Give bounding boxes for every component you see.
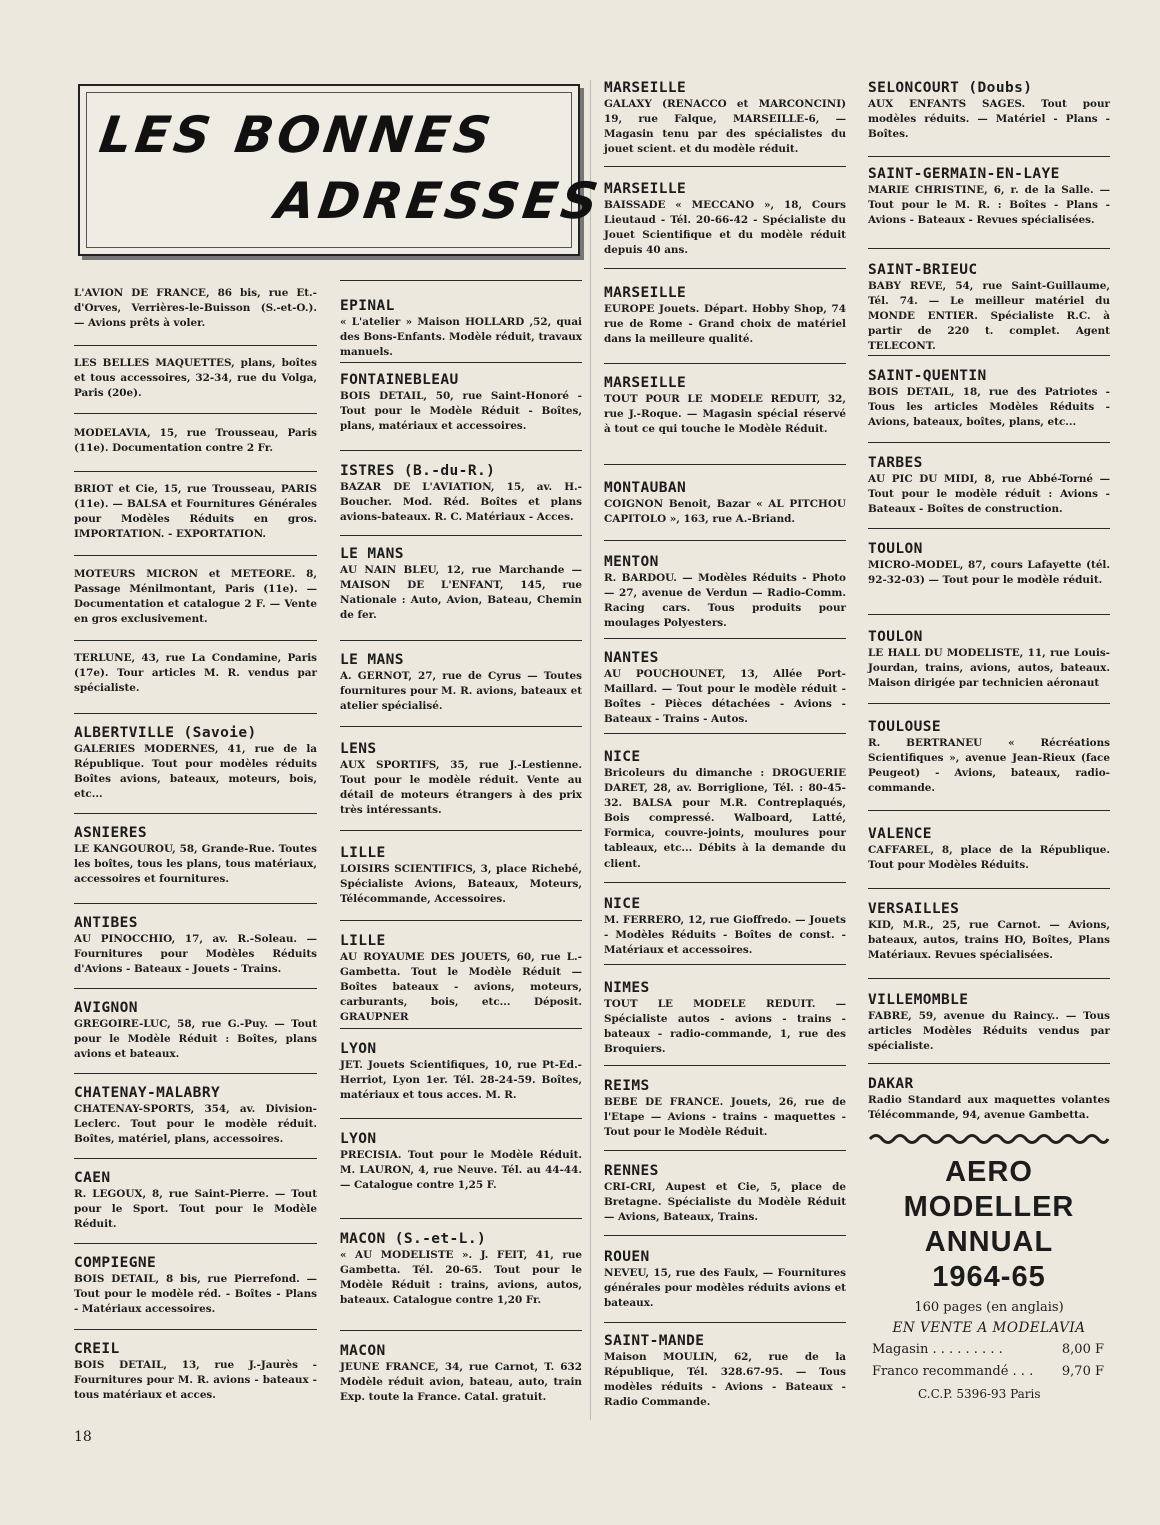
divider-rule [340,1028,582,1029]
divider-rule [340,1118,582,1119]
city-heading: LILLE [340,845,386,861]
address-entry [868,368,1110,430]
city-heading: CAEN [74,1170,111,1186]
address-entry [604,181,846,258]
city-heading: COMPIEGNE [74,1255,157,1271]
address-text: MOTEURS MICRON et METEORE. 8, Passage Ménilmontant, Paris (11e). — Documentation et catalogue 2 F. — Vente en gros exclusivement. [74,568,317,626]
address-entry [868,901,1110,963]
address-text: AU ROYAUME DES JOUETS, 60, rue L.-Gambetta. Tout le Modèle Réduit — Boîtes bateaux - avions, moteurs, carburants, bois, etc... Déposit. GRAUPNER [340,951,582,1024]
divider-rule [74,903,317,904]
address-entry [340,1231,582,1308]
address-text: LE HALL DU MODELISTE, 11, rue Louis-Jourdan, trains, avions, autos, bateaux. Maison dirigée par technicien aéronaut [868,647,1110,690]
city-heading: MARSEILLE [604,181,687,197]
ad-price-label: Magasin . . . . . . . . . [872,1342,1003,1357]
city-heading: MARSEILLE [604,80,687,96]
divider-rule [340,450,582,451]
address-text: JEUNE FRANCE, 34, rue Carnot, T. 632 Modèle réduit avion, bateau, auto, train Exp. toute la France. Catal. gratuit. [340,1361,582,1404]
address-text: LES BELLES MAQUETTES, plans, boîtes et tous accessoires, 32-34, rue du Volga, Paris (20e). [74,357,317,400]
city-heading: LYON [340,1041,377,1057]
city-heading: VALENCE [868,826,932,842]
address-text: AU PINOCCHIO, 17, av. R.-Soleau. — Fournitures pour Modèles Réduits d'Avions - Bateaux - Jouets - Trains. [74,933,317,976]
divider-rule [74,413,317,414]
address-text: MARIE CHRISTINE, 6, r. de la Salle. — Tout pour le M. R. : Boîtes - Plans - Avions - Bateaux - Revues spécialisées. [868,184,1110,227]
address-text: BAISSADE « MECCANO », 18, Cours Lieutaud - Tél. 20-66-42 - Spécialiste du Jouet Scientifique et du modèle réduit depuis 40 ans. [604,199,846,257]
ad-title-line: 1964-65 [932,1261,1046,1293]
address-text: EUROPE Jouets. Départ. Hobby Shop, 74 rue de Rome - Grand choix de matériel dans la meilleure qualité. [604,303,846,346]
address-text: AUX SPORTIFS, 35, rue J.-Lestienne. Tout pour le modèle réduit. Vente au détail de moteurs étrangers à des prix très intéressants. [340,759,582,817]
address-entry [868,80,1110,142]
city-heading: LE MANS [340,652,404,668]
divider-rule [74,1243,317,1244]
ad-price-value: 8,00 F [1061,1342,1104,1357]
city-heading: TOULOUSE [868,719,942,735]
title-box [78,84,606,256]
address-entry [340,741,582,818]
address-text: « AU MODELISTE ». J. FEIT, 41, rue Gambetta. Tél. 20-65. Tout pour le Modèle Réduit : trains, avions, autos, bateaux. Catalogue contre 1,20 Fr. [340,1249,582,1307]
divider-rule [340,280,582,281]
address-entry [604,1249,846,1311]
divider-rule [74,345,317,346]
address-entry [340,298,582,360]
address-entry [340,1041,582,1103]
city-heading: LE MANS [340,546,404,562]
address-entry [604,1078,846,1140]
city-heading: ROUEN [604,1249,650,1265]
city-heading: SELONCOURT (Doubs) [868,80,1033,96]
address-text: MICRO-MODEL, 87, cours Lafayette (tél. 92-32-03) — Tout pour le modèle réduit. [868,559,1110,587]
address-entry [868,166,1110,228]
address-text: BAZAR DE L'AVIATION, 15, av. H.-Boucher. Mod. Réd. Boîtes et plans avions-bateaux. R. C. Matériaux - Acces. [340,481,582,524]
city-heading: VILLEMOMBLE [868,992,969,1008]
address-entry [604,480,846,527]
divider-rule [74,471,317,472]
city-heading: ANTIBES [74,915,138,931]
ad-price-value: 9,70 F [1061,1364,1104,1379]
address-text: Maison MOULIN, 62, rue de la République, Tél. 328.67-95. — Tous modèles réduits - Avions - Bateaux - Radio Commande. [604,1351,846,1409]
address-entry [868,992,1110,1054]
address-text: M. FERRERO, 12, rue Gioffredo. — Jouets - Modèles Réduits - Boîtes de const. - Matériaux et accessoires. [604,914,846,957]
divider-rule [868,355,1110,356]
address-entry [74,286,317,331]
city-heading: VERSAILLES [868,901,960,917]
address-text: KID, M.R., 25, rue Carnot. — Avions, bateaux, autos, trains HO, Boîtes, Plans Matériaux. Revues spécialisées. [868,919,1110,962]
address-entry [868,541,1110,588]
address-entry [868,455,1110,517]
divider-rule [340,726,582,727]
divider-rule [604,540,846,541]
address-text: AUX ENFANTS SAGES. Tout pour modèles réduits. — Matériel - Plans - Boîtes. [868,98,1110,141]
address-entry [340,845,582,907]
divider-rule [74,1329,317,1330]
divider-rule [340,535,582,536]
address-entry [74,1255,317,1317]
address-entry [604,749,846,872]
divider-rule [340,362,582,363]
address-text: A. GERNOT, 27, rue de Cyrus — Toutes fournitures pour M. R. avions, bateaux et atelier spécialisé. [340,670,582,713]
address-text: BOIS DETAIL, 18, rue des Patriotes - Tous les articles Modèles Réduits - Avions, bateaux, boîtes, plans, etc... [868,386,1110,429]
city-heading: NICE [604,749,641,765]
address-text: CHATENAY-SPORTS, 354, av. Division-Leclerc. Tout pour le modèle réduit. Boîtes, matériel, plans, accessoires. [74,1103,317,1146]
divider-rule [604,882,846,883]
address-text: BOIS DETAIL, 50, rue Saint-Honoré - Tout pour le Modèle Réduit - Boîtes, plans, matériaux et accessoires. [340,390,582,433]
address-text: MODELAVIA, 15, rue Trousseau, Paris (11e). Documentation contre 2 Fr. [74,427,317,455]
address-entry [604,1163,846,1225]
city-heading: MARSEILLE [604,375,687,391]
address-text: CRI-CRI, Aupest et Cie, 5, place de Bretagne. Spécialiste du Modèle Réduit — Avions, Bateaux, Trains. [604,1181,846,1224]
divider-rule [604,1065,846,1066]
divider-rule [868,703,1110,704]
address-entry [868,262,1110,354]
ad-price-row [868,1361,1110,1383]
address-entry [604,285,846,347]
city-heading: NICE [604,896,641,912]
address-text: FABRE, 59, avenue du Raincy.. — Tous articles Modèles Réduits vendus par spécialiste. [868,1010,1110,1053]
address-entry [74,651,317,696]
ad-pages: 160 pages (en anglais) [914,1300,1064,1315]
address-entry [74,482,317,542]
address-entry [340,546,582,623]
city-heading: MENTON [604,554,659,570]
divider-rule [868,528,1110,529]
address-text: BOIS DETAIL, 8 bis, rue Pierrefond. — Tout pour le modèle réd. - Boîtes - Plans - Matériaux accessoires. [74,1273,317,1316]
address-entry [74,567,317,627]
city-heading: TARBES [868,455,923,471]
address-text: BRIOT et Cie, 15, rue Trousseau, PARIS (11e). — BALSA et Fournitures Générales pour Modèles Réduits en gros. IMPORTATION. - EXPORTATION. [74,483,317,541]
address-entry [604,896,846,958]
wave-divider [868,1131,1110,1147]
address-text: R. BARDOU. — Modèles Réduits - Photo — 27, avenue de Verdun — Radio-Comm. Racing cars. Tous produits pour moulages Polyesters. [604,572,846,630]
address-entry [74,1000,317,1062]
address-text: NEVEU, 15, rue des Faulx, — Fournitures générales pour modèles réduits avions et bateaux. [604,1267,846,1310]
address-entry [74,825,317,887]
address-text: TERLUNE, 43, rue La Condamine, Paris (17e). Tour articles M. R. vendus par spécialiste. [74,652,317,695]
divider-rule [604,1322,846,1323]
city-heading: MONTAUBAN [604,480,687,496]
divider-rule [868,978,1110,979]
city-heading: AVIGNON [74,1000,138,1016]
divider-rule [604,464,846,465]
address-text: GREGOIRE-LUC, 58, rue G.-Puy. — Tout pour le Modèle Réduit : Boîtes, plans avions et bateaux. [74,1018,317,1061]
address-entry [604,650,846,727]
city-heading: NANTES [604,650,659,666]
divider-rule [604,964,846,965]
address-entry [604,80,846,157]
city-heading: TOULON [868,541,923,557]
city-heading: MACON (S.-et-L.) [340,1231,487,1247]
city-heading: SAINT-BRIEUC [868,262,978,278]
ad-title-line: ANNUAL [924,1226,1054,1258]
address-text: BABY REVE, 54, rue Saint-Guillaume, Tél. 74. — Le meilleur matériel du MONDE ENTIER. Spécialiste R.C. à partir de 220 t. complet. Agent TELECONT. [868,280,1110,353]
city-heading: ALBERTVILLE (Savoie) [74,725,257,741]
city-heading: LENS [340,741,377,757]
address-entry [340,372,582,434]
address-entry [74,1341,317,1403]
address-text: R. LEGOUX, 8, rue Saint-Pierre. — Tout pour le Sport. Tout pour le Modèle Réduit. [74,1188,317,1231]
city-heading: CHATENAY-MALABRY [74,1085,221,1101]
address-entry [74,1170,317,1232]
address-text: L'AVION DE FRANCE, 86 bis, rue Et.-d'Orves, Verrières-le-Buisson (S.-et-O.). — Avions prêts à voler. [74,287,317,330]
address-text: TOUT POUR LE MODELE REDUIT, 32, rue J.-Roque. — Magasin spécial réservé à tout ce qui touche le Modèle Réduit. [604,393,846,436]
address-entry [74,1085,317,1147]
divider-rule [74,813,317,814]
address-entry [340,1131,582,1193]
divider-rule [604,638,846,639]
address-text: CAFFAREL, 8, place de la République. Tout pour Modèles Réduits. [868,844,1110,872]
city-heading: DAKAR [868,1076,914,1092]
address-entry [604,375,846,437]
city-heading: MACON [340,1343,386,1359]
divider-rule [604,1235,846,1236]
address-entry [74,915,317,977]
address-text: PRECISIA. Tout pour le Modèle Réduit. M. LAURON, 4, rue Neuve. Tél. au 44-44. — Catalogue contre 1,25 F. [340,1149,582,1192]
city-heading: RENNES [604,1163,659,1179]
address-entry [868,719,1110,796]
city-heading: CREIL [74,1341,120,1357]
city-heading: REIMS [604,1078,650,1094]
divider-rule [868,614,1110,615]
address-text: AU PIC DU MIDI, 8, rue Abbé-Torné — Tout pour le modèle réduit : Avions - Bateaux - Boîtes de construction. [868,473,1110,516]
address-entry [74,725,317,802]
ad-title-line: MODELLER [903,1191,1075,1223]
ad-title-line: AERO [945,1156,1033,1188]
city-heading: SAINT-GERMAIN-EN-LAYE [868,166,1060,182]
address-text: « L'atelier » Maison HOLLARD ,52, quai des Bons-Enfants. Modèle réduit, travaux manuels. [340,316,582,359]
address-text: AU POUCHOUNET, 13, Allée Port-Maillard. — Tout pour le modèle réduit - Boîtes - Pièces détachées - Avions - Bateaux - Trains - Autos. [604,668,846,726]
city-heading: NIMES [604,980,650,996]
address-text: LOISIRS SCIENTIFICS, 3, place Richebé, Spécialiste Avions, Bateaux, Moteurs, Télécommande, Accessoires. [340,863,582,906]
address-text: COIGNON Benoit, Bazar « AL PITCHOU CAPITOLO », 163, rue A.-Briand. [604,498,846,526]
title-line-1: LES BONNES [95,106,498,164]
divider-rule [74,1158,317,1159]
address-entry [604,1333,846,1410]
city-heading: LILLE [340,933,386,949]
divider-rule [604,733,846,734]
address-text: Radio Standard aux maquettes volantes Télécommande, 94, avenue Gambetta. [868,1094,1110,1122]
divider-rule [868,1063,1110,1064]
ad-sale: EN VENTE A MODELAVIA [892,1320,1086,1336]
ad-ccp: C.C.P. 5396-93 Paris [918,1387,1041,1401]
divider-rule [868,888,1110,889]
address-text: Bricoleurs du dimanche : DROGUERIE DARET, 28, av. Borriglione, Tél. : 80-45-32. BALSA pour M.R. Contreplaqués, Bois compressé. Walboard, Latté, Formica, couvre-joints, moulures pour tableaux, etc... Débits à la demande du client. [604,767,846,870]
address-entry [74,356,317,401]
divider-rule [340,920,582,921]
divider-rule [74,640,317,641]
address-entry [604,980,846,1057]
address-entry [868,1076,1110,1123]
title-line-2: ADRESSES [271,172,606,230]
divider-rule [604,363,846,364]
city-heading: ISTRES (B.-du-R.) [340,463,496,479]
divider-rule [340,640,582,641]
divider-rule [868,156,1110,157]
city-heading: ASNIERES [74,825,148,841]
divider-rule [340,1330,582,1331]
city-heading: TOULON [868,629,923,645]
address-text: AU NAIN BLEU, 12, rue Marchande — MAISON DE L'ENFANT, 145, rue Nationale : Auto, Avion, Bateau, Chemin de fer. [340,564,582,622]
address-text: GALAXY (RENACCO et MARCONCINI) 19, rue Falque, MARSEILLE-6, — Magasin tenu par des spécialistes du jouet scient. et du modèle réduit. [604,98,846,156]
ad-price-row [868,1339,1110,1361]
divider-rule [868,248,1110,249]
divider-rule [340,1218,582,1219]
address-text: LE KANGOUROU, 58, Grande-Rue. Toutes les boîtes, tous les plans, tous matériaux, accessoires et fournitures. [74,843,317,886]
city-heading: SAINT-QUENTIN [868,368,987,384]
city-heading: FONTAINEBLEAU [340,372,459,388]
divider-rule [604,1150,846,1151]
address-entry [340,463,582,525]
address-entry [868,826,1110,873]
address-text: R. BERTRANEU « Récréations Scientifiques », avenue Jean-Rieux (face Peugeot) - Avions, bateaux, radio-commande. [868,737,1110,795]
address-text: BOIS DETAIL, 13, rue J.-Jaurès - Fournitures pour M. R. avions - bateaux - tous matériaux et acces. [74,1359,317,1402]
address-text: BEBE DE FRANCE. Jouets, 26, rue de l'Etape — Avions - trains - maquettes - Tout pour le Modèle Réduit. [604,1096,846,1139]
city-heading: MARSEILLE [604,285,687,301]
divider-rule [604,166,846,167]
city-heading: LYON [340,1131,377,1147]
page-number: 18 [74,1429,92,1445]
aero-modeller-ad [868,1155,1110,1405]
divider-rule [74,988,317,989]
address-entry [340,1343,582,1405]
divider-rule [604,268,846,269]
divider-rule [868,810,1110,811]
ad-price-label: Franco recommandé . . . [872,1364,1034,1379]
column-separator [590,80,591,1420]
address-text: JET. Jouets Scientifiques, 10, rue Pt-Ed.-Herriot, Lyon 1er. Tél. 28-24-59. Boîtes, matériaux et tous acces. M. R. [340,1059,582,1102]
address-text: GALERIES MODERNES, 41, rue de la République. Tout pour modèles réduits Boîtes avions, bateaux, moteurs, bois, etc... [74,743,317,801]
divider-rule [868,442,1110,443]
address-text: TOUT LE MODELE REDUIT. — Spécialiste autos - avions - trains - bateaux - radio-commande, 1, rue des Broquiers. [604,998,846,1056]
address-entry [340,652,582,714]
address-entry [604,554,846,631]
address-entry [868,629,1110,691]
address-entry [74,426,317,456]
city-heading: EPINAL [340,298,395,314]
divider-rule [340,830,582,831]
city-heading: SAINT-MANDE [604,1333,705,1349]
divider-rule [74,555,317,556]
divider-rule [74,1073,317,1074]
address-entry [340,933,582,1025]
divider-rule [74,713,317,714]
